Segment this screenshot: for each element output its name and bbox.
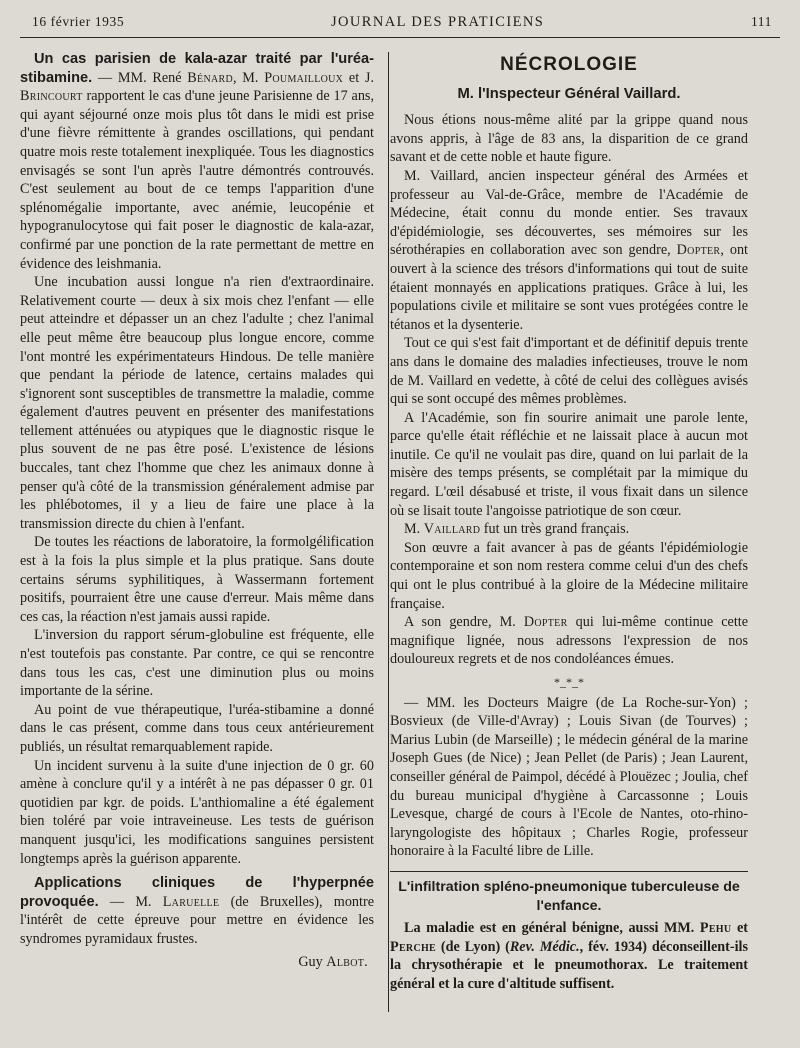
deaths-list-paragraph: — MM. les Docteurs Maigre (de La Roche-sur-Yon) ; Bosvieux (de Ville-d'Avray) ; Louis Sivan (de Tourves) ; Marius Lubin (de Marseille) ; le médecin général de la marine Joseph Gues (de Nice) ; Jean Pellet (de Paris) ; Jean Laurent, conseiller général de Paimpol, décédé à Plouëzec ; Joulia, chef du bureau municipal d'hygiène à Carcassonne ; Louis Levesque, chargé de cours à l'Ecole de Nantes, oto-rhino-laryngologiste des hôpitaux ; Charles Rogie, professeur honoraire à la Faculté libre de Lille. (390, 694, 748, 860)
header-rule (20, 37, 780, 38)
paragraph: Un incident survenu à la suite d'une injection de 0 gr. 60 amène à conclure qu'il y a intérêt à ne pas dépasser 0 gr. 01 quotidien par kgr. de poids. L'anthiomaline a été également bien toléré par voie intraveineuse. Les tests de guérison manquent jusqu'ici, les modifications sanguines persistent longtemps après la guérison apparente. (20, 757, 374, 867)
left-column (20, 50, 374, 971)
author-name: Laruelle (162, 893, 220, 910)
article-kala-azar-p1: Un cas parisien de kala-azar traité par l'uréa-stibamine. — MM. René Bénard, M. Poumailloux et J. Brincourt rapportent le cas d'une jeune Parisienne de 17 ans, qui ayant séjourné onze mois plus tôt dans le midi est prise d'une fièvre rémittente à grandes oscillations, qui pendant quatre mois reste totalement inexpliquée. Tous les diagnostics envisagés se sont l'un après l'autre démontrés controuvés. C'est seulement au bout de ce temps l'apparition d'une splénomégalie importante, avec anémie, leucopénie et hypogranulocytose qui fait poser le diagnostic de kala-azar, confirmé par une ponction de la rate permettant de mettre en évidence des leishmania. (20, 51, 374, 272)
author-name: Brincourt (20, 88, 83, 105)
right-column (390, 50, 748, 994)
header-page-number: 111 (750, 14, 772, 29)
column-divider (388, 52, 389, 1012)
paragraph: Au point de vue thérapeutique, l'uréa-stibamine a donné dans le cas présent, comme dans tous ceux antérieurement publiés, un résultat remarquablement rapide. (20, 701, 374, 755)
paragraph: Son œuvre a fait avancer à pas de géants l'épidémiologie contemporaine et son nom restera comme celui d'un des chefs qui ont le plus contribué à la gloire de la Médecine militaire française. (390, 539, 748, 612)
boxed-article-body: La maladie est en général bénigne, aussi MM. Pehu et Perche (de Lyon) (Rev. Médic., fév. 1934) déconseillent-ils la chrysothérapie et le pneumothorax. Le traitement général et la cure d'altitude suffisent. (390, 920, 748, 992)
box-rule (390, 871, 748, 872)
header-journal-title: JOURNAL DES PRATICIENS (331, 14, 545, 30)
article-kala-azar-title: Un cas parisien de kala-azar traité par l'uréa-stibamine. (20, 51, 374, 86)
section-separator-stars: *_*_* (554, 675, 584, 689)
boxed-article-title: L'infiltration spléno-pneumonique tuberculeuse de l'enfance. (398, 878, 740, 914)
paragraph: L'inversion du rapport sérum-globuline est fréquente, elle n'est toutefois pas constante. Par contre, ce qui se rencontre dans tous les cas, c'est une diminution plus ou moins importante de la sérine. (20, 627, 374, 700)
header-date: 16 février 1935 (32, 14, 125, 29)
paragraph: M. Vaillard, ancien inspecteur général des Armées et professeur au Val-de-Grâce, membre de l'Académie de Médecine, était connu du monde entier. Ses travaux d'épidémiologie, ses découvertes, ses mémoires sur les sérothérapies en collaboration avec son gendre, Dopter, ont ouvert à la science des trésors d'informations qui tout de suite étaient monnayés en applications pratiques. Grâce à lui, les populations civile et militaire se sont vues protégées contre le tétanos et la dysenterie. (390, 167, 748, 333)
paragraph: De toutes les réactions de laboratoire, la formolgélification est à la fois la plus simple et la plus pratique. Sans doute certains sérums syphilitiques, à Wassermann fortement positifs, pourraient être une cause d'erreur. Mais même dans ces cas, la réaction n'est jamais aussi rapide. (20, 534, 374, 625)
paragraph: M. Vaillard fut un très grand français. (404, 521, 630, 538)
article-hyperpnee: Applications cliniques de l'hyperpnée provoquée. — M. Laruelle (de Bruxelles), montre l'intérêt de cette épreuve pour mettre en évidence les syndromes pyramidaux frustes. (20, 875, 374, 947)
section-heading-necrologie: NÉCROLOGIE (500, 54, 638, 75)
paragraph: Nous étions nous-même alité par la grippe quand nous avons appris, à l'âge de 83 ans, la disparition de ce grand savant et de cette noble et haute figure. (390, 112, 748, 166)
signature: Guy Albot. (298, 953, 368, 970)
obituary-heading: M. l'Inspecteur Général Vaillard. (457, 85, 681, 102)
paragraph: A son gendre, M. Dopter qui lui-même continue cette magnifique lignée, nous adressons l'expression de nos douloureux regrets et de nos condoléances émues. (390, 614, 749, 668)
author-name: Poumailloux (264, 69, 344, 86)
paragraph: Une incubation aussi longue n'a rien d'extraordinaire. Relativement courte — deux à six mois chez l'enfant — elle peut atteindre et dépasser un an chez l'adulte ; chez l'animal elle peut même être beaucoup plus longue encore, comme l'ont montré les expérimentateurs Hindous. De telle manière que pendant la période de latence, certains malades qui s'ignorent sont susceptibles de transmettre la maladie, comme également d'autres peuvent en présenter des manifestations tellement atténuées ou atypiques que le diagnostic risque le plus souvent de ne pas être posé. L'existence de lésions buccales, tant chez l'homme que chez les animaux donne à penser qu'à côté de la transmission généralement admise par les phlébotomes, il y a lieu de faire une place à la transmission directe du chien à l'enfant. (20, 274, 374, 532)
author-name: Bénard (187, 69, 234, 86)
article-hyperpnee-title: Applications cliniques de l'hyperpnée provoquée. (20, 875, 374, 910)
paragraph: A l'Académie, son fin sourire animait une parole lente, parce qu'elle était réfléchie et ne laissait place à aucun mot inutile. Ce qu'il ne voulait pas dire, quand on lui parlait de la misère des temps présents, se complétait par la mimique du regard. L'œil désabusé et triste, il vous fixait dans un silence où se lisait toute l'angoisse patriotique de son cœur. (390, 409, 748, 519)
paragraph: Tout ce qui s'est fait d'important et de définitif depuis trente ans dans le domaine des maladies infectieuses, trouve le nom de M. Vaillard en vedette, à côté de celui des collègues avisés qui se sont occupé des mêmes problèmes. (390, 335, 748, 408)
